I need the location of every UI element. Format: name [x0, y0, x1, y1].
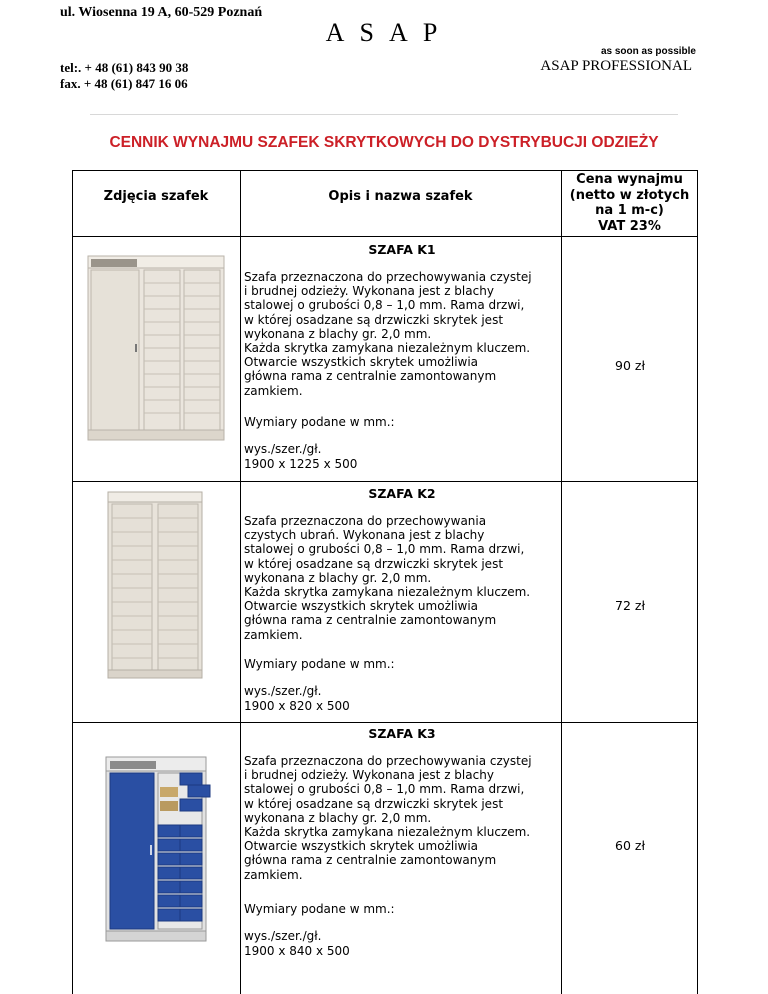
fax-number: fax. + 48 (61) 847 16 06: [60, 76, 188, 91]
dimensions-head-k1: wys./szer./gł.: [244, 442, 322, 456]
price-k2: 72 zł: [615, 598, 645, 613]
table-border: [72, 236, 698, 237]
table-border: [240, 170, 241, 994]
locker-name-k1: SZAFA K1: [368, 242, 436, 257]
price-k1: 90 zł: [615, 358, 645, 373]
header-description: Opis i nazwa szafek: [328, 189, 473, 204]
price-k3: 60 zł: [615, 838, 645, 853]
header-photos: Zdjęcia szafek: [103, 189, 209, 204]
blue-locker-icon: [104, 755, 214, 945]
dimensions-label-k1: Wymiary podane w mm.:: [244, 415, 395, 429]
company-tagline: as soon as possible: [600, 46, 696, 57]
table-border: [72, 170, 698, 171]
table-border: [697, 170, 698, 994]
locker-description-k3: Szafa przeznaczona do przechowywania czystej i brudnej odzieży. Wykonana jest z blachy stalowej o grubości 0,8 – 1,0 mm. Rama drzwi, w której osadzane są drzwiczki skrytek jest wykonana z blachy gr. 2,0 mm. Każda skrytka zamykana niezależnym kluczem. Otwarcie wszystkich skrytek umożliwia główna rama z centralnie zamontowanym zamkiem.: [244, 754, 532, 882]
dimensions-label-k2: Wymiary podane w mm.:: [244, 657, 395, 671]
phone-number: tel:. + 48 (61) 843 90 38: [60, 60, 189, 75]
locker-name-k2: SZAFA K2: [368, 486, 436, 501]
page-title: CENNIK WYNAJMU SZAFEK SKRYTKOWYCH DO DYSTRYBUCJI ODZIEŻY: [109, 134, 659, 151]
locker-description-k1: Szafa przeznaczona do przechowywania czystej i brudnej odzieży. Wykonana jest z blachy stalowej o grubości 0,8 – 1,0 mm. Rama drzwi, w której osadzane są drzwiczki skrytek jest wykonana z blachy gr. 2,0 mm. Każda skrytka zamykana niezależnym kluczem. Otwarcie wszystkich skrytek umożliwia główna rama z centralnie zamontowanym zamkiem.: [244, 270, 532, 398]
price-table: [72, 170, 698, 994]
dimensions-label-k3: Wymiary podane w mm.:: [244, 902, 395, 916]
table-border: [72, 481, 698, 482]
locker-name-k3: SZAFA K3: [368, 726, 436, 741]
dimensions-k2: 1900 x 820 x 500: [244, 699, 350, 713]
table-border: [72, 722, 698, 723]
dimensions-k1: 1900 x 1225 x 500: [244, 457, 358, 471]
company-subbrand: ASAP PROFESSIONAL: [540, 58, 692, 74]
header-price: Cena wynajmu (netto w złotych na 1 m-c) VAT 23%: [569, 172, 690, 234]
locker-description-k2: Szafa przeznaczona do przechowywania czystych ubrań. Wykonana jest z blachy stalowej o grubości 0,8 – 1,0 mm. Rama drzwi, w której osadzane są drzwiczki skrytek jest wykonana z blachy gr. 2,0 mm. Każda skrytka zamykana niezależnym kluczem. Otwarcie wszystkich skrytek umożliwia główna rama z centralnie zamontowanym zamkiem.: [244, 514, 531, 642]
company-address: ul. Wiosenna 19 A, 60-529 Poznań: [60, 5, 263, 20]
dimensions-k3: 1900 x 840 x 500: [244, 944, 350, 958]
dimensions-head-k2: wys./szer./gł.: [244, 684, 322, 698]
table-border: [72, 170, 73, 994]
grey-double-locker-icon: [106, 490, 206, 686]
dimensions-head-k3: wys./szer./gł.: [244, 929, 322, 943]
grey-triple-locker-icon: [86, 254, 228, 444]
header-divider: [90, 114, 678, 115]
company-brand: A S A P: [325, 18, 443, 47]
